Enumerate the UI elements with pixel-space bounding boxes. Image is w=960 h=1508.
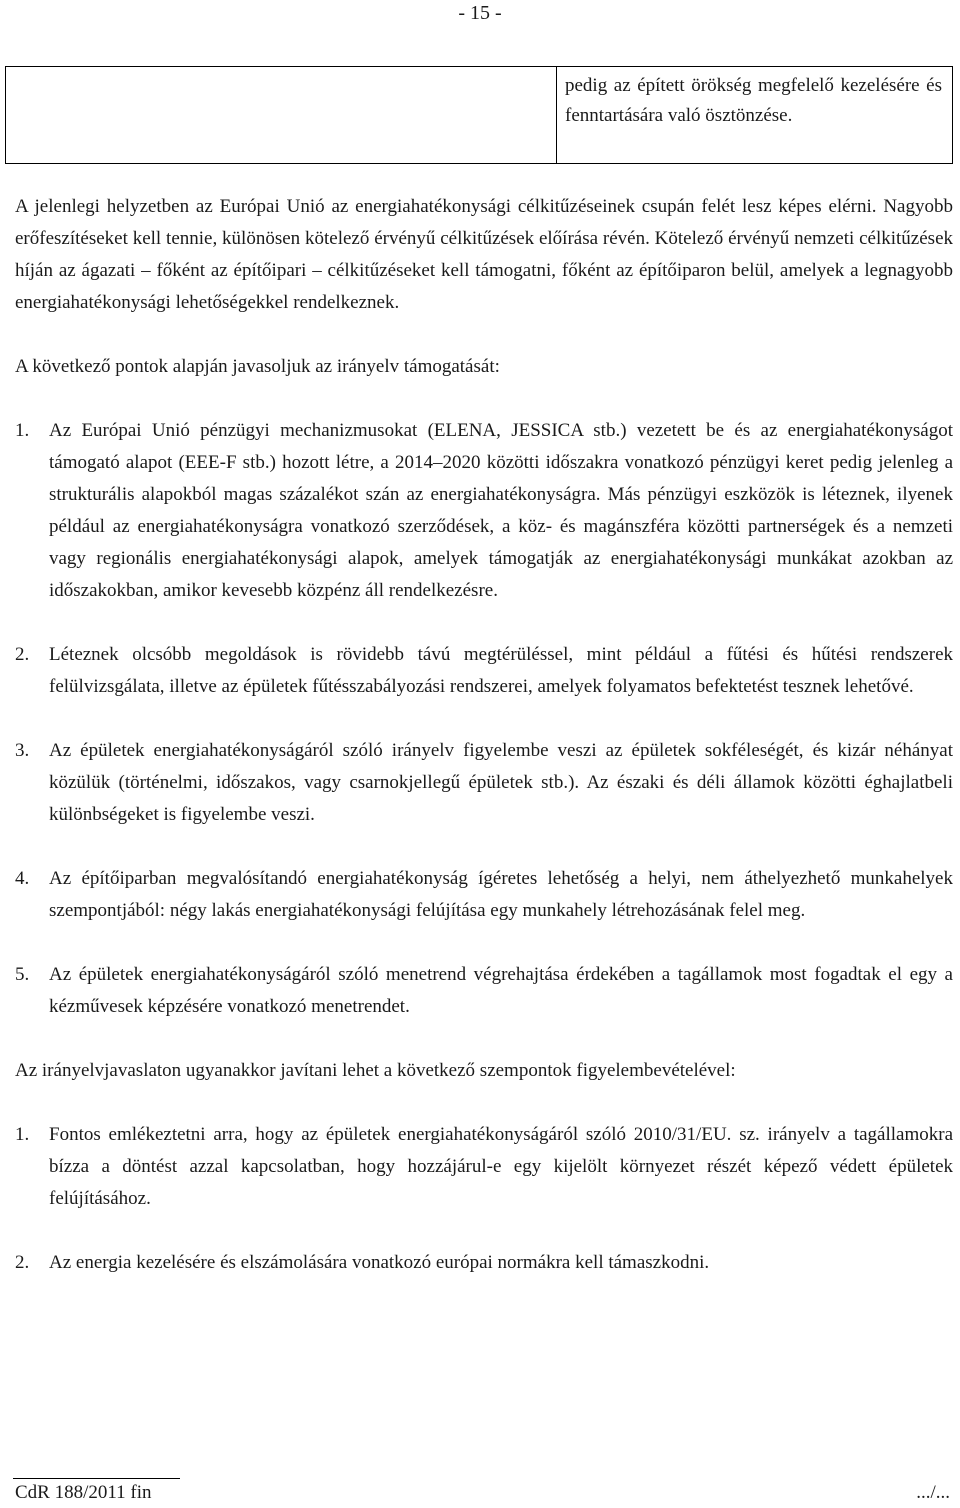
list1-item <box>15 959 953 1023</box>
list1-lead: A következő pontok alapján javasoljuk az irányelv támogatását: <box>15 356 500 377</box>
list-number: 3. <box>15 740 30 761</box>
table-right-cell-text: pedig az épített örökség megfelelő kezelésére és fenntartására való ösztönzése. <box>565 75 942 126</box>
list2-item <box>15 1119 953 1215</box>
list1-item <box>15 735 953 831</box>
list-text: Fontos emlékeztetni arra, hogy az épületek energiahatékonyságáról szóló 2010/31/EU. sz. irányelv a tagállamokra bízza a döntést azzal kapcsolatban, hogy hozzájárul-e egy kijelölt környezet részét képező védett épületek felújításához. <box>49 1124 953 1209</box>
list-text: Az épületek energiahatékonyságáról szóló irányelv figyelembe veszi az épületek sokféleségét, és kizár néhányat közülük (történelmi, időszakos, vagy csarnokjellegű épületek stb.). Az északi és déli államok közötti éghajlatbeli különbségeket is figyelembe veszi. <box>49 740 953 825</box>
list-number: 2. <box>15 644 30 665</box>
page-number: - 15 - <box>458 2 502 24</box>
list1-item <box>15 863 953 927</box>
list-number: 2. <box>15 1252 30 1273</box>
list-text: Léteznek olcsóbb megoldások is rövidebb távú megtérüléssel, mint például a fűtési és hűtési rendszerek felülvizsgálata, illetve az épületek fűtésszabályozási rendszerei, amelyek folyamatos befektetést tesznek lehetővé. <box>49 644 953 697</box>
list2-lead: Az irányelvjavaslaton ugyanakkor javítani lehet a következő szempontok figyelembevételével: <box>15 1060 736 1081</box>
list1-item <box>15 415 953 607</box>
list-text: Az építőiparban megvalósítandó energiahatékonyság ígéretes lehetőség a helyi, nem áthelyezhető munkahelyek szempontjából: négy lakás energiahatékonysági felújítása egy munkahely létrehozásának felel meg. <box>49 868 953 921</box>
top-table-fragment <box>5 66 953 164</box>
document-reference: CdR 188/2011 fin <box>15 1482 152 1503</box>
list-text: Az Európai Unió pénzügyi mechanizmusokat (ELENA, JESSICA stb.) vezetett be és az energiahatékonyságot támogató alapot (EEE-F stb.) hozott létre, a 2014–2020 közötti időszakra vonatkozó pénzügyi keret pedig jelenleg a strukturális alapokból magas százalékot szán az energiahatékonyságra. Más pénzügyi eszközök is léteznek, ilyenek például az energiahatékonyságra vonatkozó szerződések, a köz- és magánszféra közötti partnerségek és a nemzeti vagy regionális energiahatékonysági alapok, amelyek támogatják az energiahatékonysági munkákat azokban az időszakokban, amikor kevesebb közpénz áll rendelkezésre. <box>49 420 953 601</box>
list-number: 1. <box>15 1124 30 1145</box>
continuation-mark: .../... <box>916 1482 950 1503</box>
footer-rule <box>13 1478 180 1479</box>
list1-item <box>15 639 953 703</box>
footer <box>15 1482 950 1504</box>
main-content <box>15 191 953 1279</box>
list2-item <box>15 1247 953 1279</box>
list-number: 5. <box>15 964 30 985</box>
intro-paragraph: A jelenlegi helyzetben az Európai Unió az energiahatékonysági célkitűzéseinek csupán felét lesz képes elérni. Nagyobb erőfeszítéseket kell tennie, különösen kötelező érvényű célkitűzések előírása révén. Kötelező érvényű nemzeti célkitűzések híján az ágazati – főként az építőipari – célkitűzéseket kell támogatni, főként az építőiparon belül, amelyek a legnagyobb energiahatékonysági lehetőségekkel rendelkeznek. <box>15 196 953 313</box>
list-text: Az épületek energiahatékonyságáról szóló menetrend végrehajtása érdekében a tagállamok most fogadtak el egy a kézművesek képzésére vonatkozó menetrendet. <box>49 964 953 1017</box>
table-divider <box>556 67 557 163</box>
list-number: 1. <box>15 420 30 441</box>
list-number: 4. <box>15 868 30 889</box>
list-text: Az energia kezelésére és elszámolására vonatkozó európai normákra kell támaszkodni. <box>49 1252 710 1273</box>
